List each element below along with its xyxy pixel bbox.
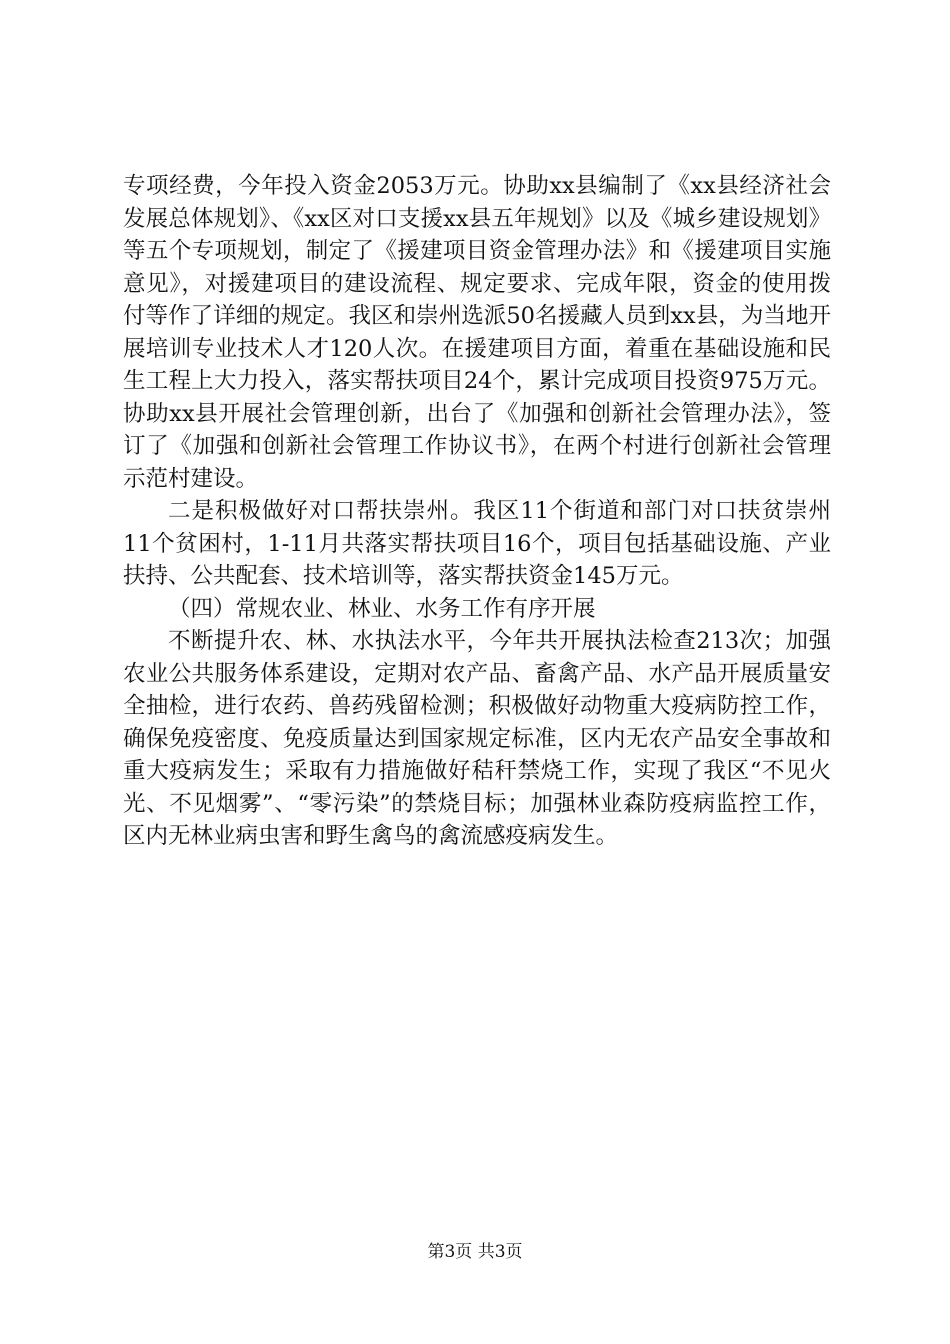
section-heading-four: （四）常规农业、林业、水务工作有序开展 bbox=[168, 595, 596, 622]
document-body bbox=[123, 170, 831, 853]
paragraph-agriculture-forestry-water: 不断提升农、林、水执法水平，今年共开展执法检查213次；加强农业公共服务体系建设，定期对农产品、畜禽产品、水产品开展质量安全抽检，进行农药、兽药残留检测；积极做好动物重大疫病防控工作，确保免疫密度、免疫质量达到国家规定标准，区内无农产品安全事故和重大疫病发生；采取有力措施做好秸秆禁烧工作，实现了我区“不见火光、不见烟雾”、“零污染”的禁烧目标；加强林业森防疫病监控工作，区内无林业病虫害和野生禽鸟的禽流感疫病发生。 bbox=[123, 628, 831, 849]
page-footer: 第3页 共3页 bbox=[427, 1242, 523, 1262]
paragraph-continuation: 专项经费，今年投入资金2053万元。协助xx县编制了《xx县经济社会发展总体规划》、《xx区对口支援xx县五年规划》以及《城乡建设规划》等五个专项规划，制定了《援建项目资金管理办法》和《援建项目实施意见》，对援建项目的建设流程、规定要求、完成年限，资金的使用拨付等作了详细的规定。我区和崇州选派50名援藏人员到xx县，为当地开展培训专业技术人才120人次。在援建项目方面，着重在基础设施和民生工程上大力投入，落实帮扶项目24个，累计完成项目投资975万元。协助xx县开展社会管理创新，出台了《加强和创新社会管理办法》，签订了《加强和创新社会管理工作协议书》，在两个村进行创新社会管理示范村建设。 bbox=[123, 173, 831, 492]
paragraph-chongzhou-assistance: 二是积极做好对口帮扶崇州。我区11个街道和部门对口扶贫崇州11个贫困村，1-11月共落实帮扶项目16个，项目包括基础设施、产业扶持、公共配套、技术培训等，落实帮扶资金145万元。 bbox=[123, 498, 831, 589]
